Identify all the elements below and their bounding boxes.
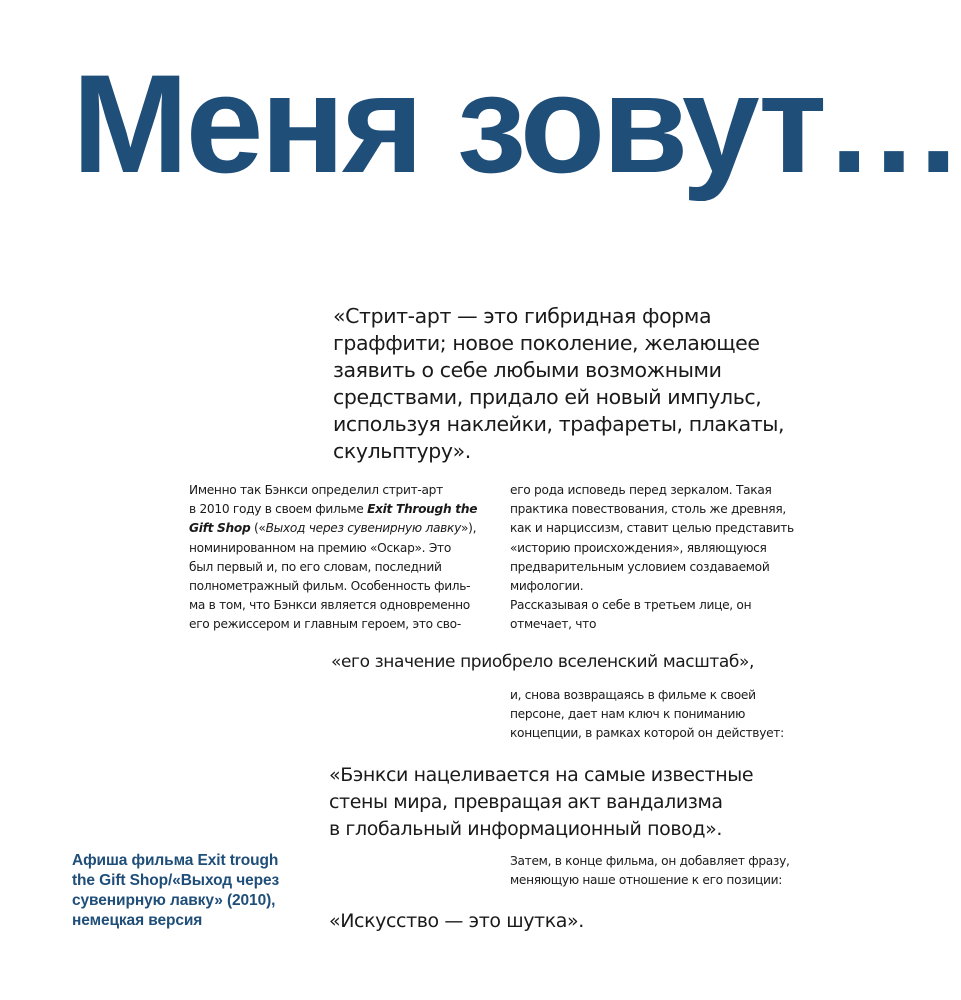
quote-line: стены мира, превращая акт вандализма xyxy=(329,791,723,813)
text-line: Рассказывая о себе в третьем лице, он xyxy=(510,598,752,613)
body-paragraph-ending xyxy=(510,852,830,890)
body-column-left xyxy=(189,481,495,635)
text-line: персоне, дает нам ключ к пониманию xyxy=(510,707,746,722)
quote-line: в глобальный информационный повод». xyxy=(329,818,722,840)
text-line: мифологии. xyxy=(510,579,584,594)
text-run: (« xyxy=(250,521,266,536)
quote-line: скульптуру». xyxy=(333,439,471,463)
quote-line: «Стрит-арт — это гибридная форма xyxy=(333,304,712,328)
text-line: меняющую наше отношение к его позиции: xyxy=(510,873,783,888)
text-line: был первый и, по его словам, последний xyxy=(189,559,442,574)
text-line: Затем, в конце фильма, он добавляет фразу, xyxy=(510,854,790,868)
text-line: и, снова возвращаясь в фильме к своей xyxy=(510,688,756,702)
text-line: предварительным условием создаваемой xyxy=(510,559,770,574)
pull-quote-art-joke: «Искусство — это шутка». xyxy=(329,910,584,932)
text-run: »), xyxy=(460,521,477,536)
text-line: его рода исповедь перед зеркалом. Такая xyxy=(510,483,772,497)
text-line xyxy=(189,519,495,538)
text-line: ма в том, что Бэнкси является одновременно xyxy=(189,598,470,613)
quote-line: «Бэнкси нацеливается на самые известные xyxy=(329,764,754,786)
quote-line: заявить о себе любыми возможными xyxy=(333,358,722,382)
pull-quote-banksy-walls xyxy=(329,762,829,843)
text-line: практика повествования, столь же древняя, xyxy=(510,502,786,517)
caption-line: Афиша фильма Exit trough xyxy=(72,852,279,869)
page-title: Меня зовут… xyxy=(72,45,961,202)
film-title-en: Exit Through the xyxy=(367,502,478,517)
caption-line: the Gift Shop/«Выход через xyxy=(72,872,280,889)
text-line: Именно так Бэнкси определил стрит-арт xyxy=(189,483,443,497)
caption-line: немецкая версия xyxy=(72,912,203,929)
pull-quote-street-art xyxy=(333,303,838,465)
body-column-right xyxy=(510,481,830,635)
body-paragraph-concept xyxy=(510,686,830,744)
film-title-ru: Выход через сувенирную лавку xyxy=(265,521,461,536)
text-line: концепции, в рамках которой он действует: xyxy=(510,726,784,741)
text-line xyxy=(189,500,495,519)
text-line: как и нарциссизм, ставит целью представить xyxy=(510,521,794,536)
pull-quote-universal-scale: «его значение приобрело вселенский масштаб», xyxy=(331,652,754,672)
text-line: «историю происхождения», являющуюся xyxy=(510,540,767,555)
image-caption xyxy=(72,851,312,931)
quote-line: используя наклейки, трафареты, плакаты, xyxy=(333,412,785,436)
quote-line: граффити; новое поколение, желающее xyxy=(333,331,760,355)
text-run: в 2010 году в своем фильме xyxy=(189,502,368,517)
quote-line: средствами, придало ей новый импульс, xyxy=(333,385,762,409)
film-title-en: Gift Shop xyxy=(189,521,251,536)
text-line: отмечает, что xyxy=(510,617,597,632)
text-line: номинированном на премию «Оскар». Это xyxy=(189,540,451,555)
text-line: его режиссером и главным героем, это сво- xyxy=(189,617,461,632)
text-line: полнометражный фильм. Особенность филь- xyxy=(189,579,471,594)
caption-line: сувенирную лавку» (2010), xyxy=(72,892,276,909)
